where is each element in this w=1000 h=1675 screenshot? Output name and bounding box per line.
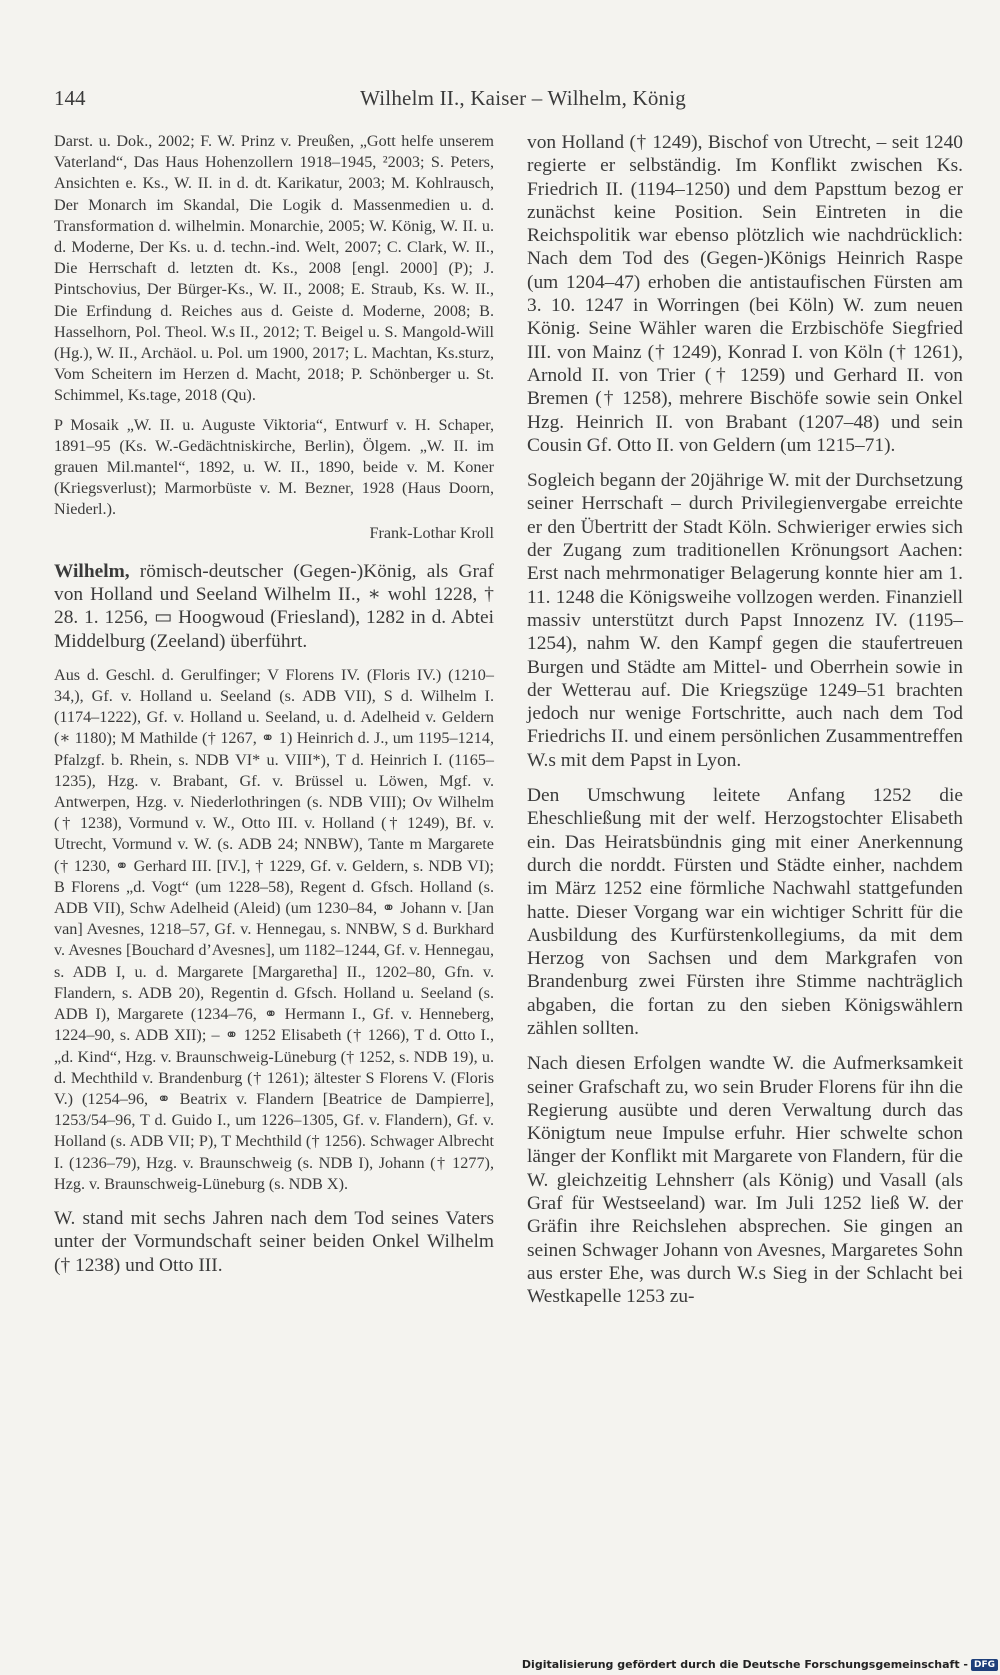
- entry-heading: [54, 560, 494, 653]
- running-title: Wilhelm II., Kaiser – Wilhelm, König: [360, 86, 686, 110]
- dfg-logo: DFG: [971, 1659, 998, 1671]
- digitization-footer: [522, 1658, 998, 1671]
- right-column: [527, 131, 963, 1309]
- entry-heading-text: römisch-deutscher (Gegen-)König, als Graf von Holland und Seeland Wilhelm II., ∗ wohl 1228, † 28. 1. 1256, ▭ Hoogwoud (Friesland), 1282 in d. Abtei Middelburg (Zeeland) überführt.: [54, 560, 494, 652]
- entry-name: Wilhelm,: [54, 560, 130, 582]
- author-signature: Frank-Lothar Kroll: [369, 523, 494, 542]
- body-paragraph-1: von Holland († 1249), Bischof von Utrecht, – seit 1240 regierte er selbständig. Im Konflikt zwischen Ks. Friedrich II. (1194–1250) und dem Papsttum bezog er zunächst keine Position. Sein Eintreten in die Reichspolitik war ebenso plötzlich wie nachdrücklich: Nach dem Tod des (Gegen-)Königs Heinrich Raspe (um 1204–47) erhoben die antistaufischen Fürsten am 3. 10. 1247 in Worringen (bei Köln) W. zum neuen König. Seine Wähler waren die Erzbischöfe Siegfried III. von Mainz († 1249), Konrad I. von Köln († 1261), Arnold II. von Trier († 1259) und Gerhard II. von Bremen († 1258), mehrere Bischöfe sowie sein Onkel Hzg. Heinrich II. von Brabant (1207–48) und sein Cousin Gf. Otto II. von Geldern (um 1215–71).: [527, 132, 963, 456]
- body-paragraph-4: Nach diesen Erfolgen wandte W. die Aufmerksamkeit seiner Grafschaft zu, wo sein Bruder Florens für ihn die Regierung ausübte und deren Verwaltung durch das Königtum neue Impulse erfuhr. Hier schwelte schon länger der Konflikt mit Margarete von Flandern, für die W. gleichzeitig Lehnsherr (als König) und Vasall (als Graf für Westseeland) war. Im Juli 1252 ließ W. der Gräfin ihre Reichslehen absprechen. Sie gingen an seinen Schwager Johann von Avesnes, Margaretes Sohn aus erster Ehe, was durch W.s Sieg in der Schlacht bei Westkapelle 1253 zu-: [527, 1053, 963, 1308]
- footer-text: Digitalisierung gefördert durch die Deutsche Forschungsgemeinschaft -: [521, 1658, 968, 1671]
- portrait-paragraph: P Mosaik „W. II. u. Auguste Viktoria“, Entwurf v. H. Schaper, 1891–95 (Ks. W.-Gedächtniskirche, Berlin), Ölgem. „W. II. im grauen Mil.mantel“, 1892, u. W. II., 1890, beide v. M. Koner (Kriegsverlust); Marmorbüste v. M. Bezner, 1928 (Haus Doorn, Niederl.).: [54, 415, 494, 519]
- body-paragraph-start: W. stand mit sechs Jahren nach dem Tod seines Vaters unter der Vormundschaft seiner beiden Onkel Wilhelm († 1238) und Otto III.: [54, 1207, 494, 1276]
- page-number: 144: [54, 86, 86, 110]
- literature-paragraph: Darst. u. Dok., 2002; F. W. Prinz v. Preußen, „Gott helfe unserem Vaterland“, Das Haus Hohenzollern 1918–1945, ²2003; S. Peters, Ansichten e. Ks., W. II. in d. dt. Karikatur, 2003; M. Kohlrausch, Der Monarch im Skandal, Die Logik d. Massenmedien u. d. Transformation d. wilhelmin. Monarchie, 2005; W. König, W. II. u. d. Moderne, Der Ks. u. d. techn.-ind. Welt, 2007; C. Clark, W. II., Die Herrschaft d. letzten dt. Ks., 2008 [engl. 2000] (P); J. Pintschovius, Der Bürger-Ks., W. II., 2008; E. Straub, Ks. W. II., Die Erfindung d. Reiches aus d. Geiste d. Moderne, 2008; B. Hasselhorn, Pol. Theol. W.s II., 2012; T. Beigel u. S. Mangold-Will (Hg.), W. II., Archäol. u. Pol. um 1900, 2017; L. Machtan, Ks.sturz, Vom Scheitern im Herzen d. Macht, 2018; P. Schönberger u. St. Schimmel, Ks.tage, 2018 (Qu).: [54, 132, 494, 405]
- body-paragraph-3: Den Umschwung leitete Anfang 1252 die Eheschließung mit der welf. Herzogstochter Elisabeth ein. Das Heiratsbündnis ging mit einer Anerkennung durch die norddt. Fürsten und Städte einher, nachdem im März 1252 eine förmliche Nachwahl stattgefunden hatte. Dieser Vorgang war ein wichtiger Schritt für die Ausbildung des Kurfürstenkollegiums, da mit dem Herzog von Sachsen und dem Markgrafen von Brandenburg zwei Fürsten ihre Stimme nachträglich abgaben, die fortan zu den sieben Königswählern zählen sollten.: [527, 785, 963, 1039]
- body-paragraph-2: Sogleich begann der 20jährige W. mit der Durchsetzung seiner Herrschaft – durch Privilegienvergabe erreichte er den Übertritt der Stadt Köln. Schwieriger erwies sich der Zugang zum traditionellen Krönungsort Aachen: Erst nach mehrmonatiger Belagerung konnte hier am 1. 11. 1248 die Königsweihe vollzogen werden. Finanziell massiv unterstützt durch Papst Innozenz IV. (1195–1254), nahm W. den Kampf gegen die staufertreuen Burgen und Städte am Mittel- und Oberrhein sowie in der Wetterau auf. Die Kriegszüge 1249–51 brachten jedoch nur wenige Fortschritte, auch nach dem Tod Friedrichs II. und einem persönlichen Zusammentreffen W.s mit dem Papst in Lyon.: [527, 470, 963, 771]
- left-column: [54, 131, 494, 1277]
- genealogy-paragraph: Aus d. Geschl. d. Gerulfinger; V Florens IV. (Floris IV.) (1210–34,), Gf. v. Holland u. Seeland (s. ADB VII), S d. Wilhelm I. (1174–1222), Gf. v. Holland u. Seeland, u. d. Adelheid v. Geldern (∗ 1180); M Mathilde († 1267, ⚭ 1) Heinrich d. J., um 1195–1214, Pfalzgf. b. Rhein, s. NDB VI* u. VIII*), T d. Heinrich I. (1165–1235), Hzg. v. Brabant, Gf. v. Brüssel u. Löwen, Mgf. v. Antwerpen, Hzg. v. Niederlothringen (s. NDB VIII); Ov Wilhelm († 1238), Vormund v. W., Otto III. v. Holland († 1249), Bf. v. Utrecht, Vormund v. W. (s. ADB 24; NNBW), Tante m Margarete († 1230, ⚭ Gerhard III. [IV.], † 1229, Gf. v. Geldern, s. NDB VI); B Florens „d. Vogt“ (um 1228–58), Regent d. Gfsch. Holland (s. ADB VII), Schw Adelheid (Aleid) (um 1230–84, ⚭ Johann v. [Jan van] Avesnes, 1218–57, Gf. v. Hennegau, s. NNBW, S d. Burkhard v. Avesnes [Bouchard d’Avesnes], um 1182–1244, Gf. v. Hennegau, s. ADB I, u. d. Margarete [Margaretha] II., 1202–80, Gfn. v. Flandern, s. ADB 20), Regentin d. Gfsch. Holland u. Seeland (s. ADB I), Margarete (1234–76, ⚭ Hermann I., Gf. v. Henneberg, 1224–90, s. ADB XII); – ⚭ 1252 Elisabeth († 1266), T d. Otto I., „d. Kind“, Hzg. v. Braunschweig-Lüneburg († 1252, s. NDB 19), u. d. Mechthild v. Brandenburg († 1261); ältester S Florens V. (Floris V.) (1254–96, ⚭ Beatrix v. Flandern [Beatrice de Dampierre], 1253/54–96, T d. Guido I., um 1226–1305, Gf. v. Flandern), Gf. v. Holland (s. ADB VII; P), T Mechthild († 1256). Schwager Albrecht I. (1236–79), Hzg. v. Braunschweig (s. NDB I), Johann († 1277), Hzg. v. Braunschweig-Lüneburg (s. NDB X).: [54, 665, 494, 1193]
- running-header: [54, 86, 686, 114]
